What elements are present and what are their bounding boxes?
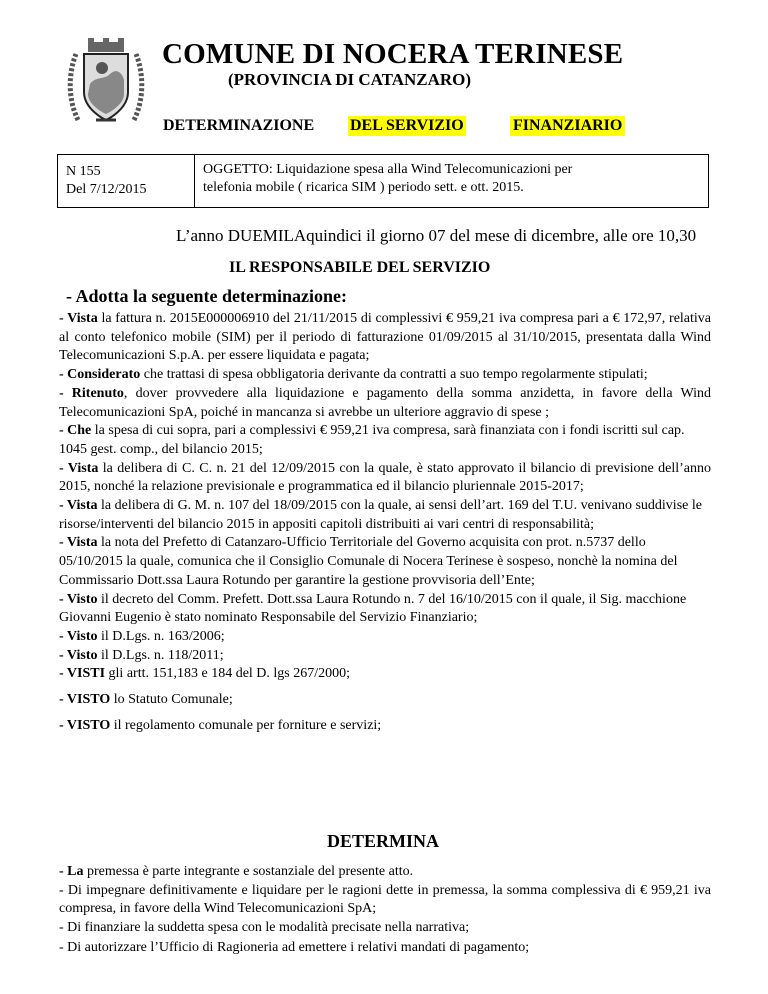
- intro-line: L’anno DUEMILAquindici il giorno 07 del mese di dicembre, alle ore 10,30: [176, 226, 697, 245]
- premise-paragraph: - Considerato che trattasi di spesa obbligatoria derivante da contratti a suo tempo regolarmente stipulati;: [59, 367, 648, 383]
- determina-heading: DETERMINA: [327, 831, 440, 851]
- premise-paragraph: - Visto il D.Lgs. n. 118/2011;: [59, 647, 224, 663]
- number-date-cell: [58, 155, 195, 207]
- operative-paragraph: - Di autorizzare l’Ufficio di Ragioneria ad emettere i relativi mandati di pagamento;: [59, 940, 530, 955]
- premise-paragraph: - Vista la delibera di G. M. n. 107 del 18/09/2015 con la quale, ai sensi dell’art. 169 del T.U. venivano suddivise le risorse/interventi del bilancio 2015 in appositi capitoli distribuiti ai vari centri di responsabilità;: [59, 498, 702, 532]
- premise-paragraph: - VISTO lo Statuto Comunale;: [59, 692, 233, 708]
- operative-paragraph: - Di impegnare definitivamente e liquidare per le ragioni dette in premessa, la somma complessiva di € 959,21 iva compresa, in favore della Wind Telecomunicazioni SpA;: [59, 883, 711, 916]
- premise-paragraph: - Ritenuto, dover provvedere alla liquidazione e pagamento della somma anzidetta, in favore della Wind Telecomunicazioni SpA, poiché in mancanza si avrebbe un ulteriore aggravio di spese ;: [59, 385, 711, 420]
- operative-paragraph: - La premessa è parte integrante e sostanziale del presente atto.: [59, 864, 414, 879]
- operative-block: [59, 862, 711, 958]
- responsible-heading: IL RESPONSABILE DEL SERVIZIO: [229, 259, 491, 276]
- municipal-crest: [66, 36, 146, 126]
- premise-paragraph: - Che la spesa di cui sopra, pari a complessivi € 959,21 iva compresa, sarà finanziata con i fondi iscritti sul cap. 1045 gest. comp., del bilancio 2015;: [59, 423, 685, 457]
- premise-paragraph: - Visto il decreto del Comm. Prefett. Dott.ssa Laura Rotundo n. 7 del 16/10/2015 con il quale, il Sig. macchione Giovanni Eugenio è stato nominato Responsabile del Servizio Finanziario;: [59, 591, 687, 626]
- document-number: N 155: [66, 164, 101, 179]
- premise-paragraph: - Visto il D.Lgs. n. 163/2006;: [59, 628, 225, 644]
- premise-paragraph: - Vista la nota del Prefetto di Catanzaro-Ufficio Territoriale del Governo acquisita con prot. n.5737 dello 05/10/2015 la quale, comunica che il Consiglio Comunale di Nocera Terinese è sospeso, nonchè la nomina del Commissario Dott.ssa Laura Rotundo per garantire la gestione provvisoria dell’Ente;: [59, 535, 678, 588]
- service-label: DEL SERVIZIO: [350, 117, 464, 134]
- premise-paragraph: - Vista la fattura n. 2015E000006910 del 21/11/2015 di complessivi € 959,21 iva compresa pari a € 172,97, relativa al conto telefonico mobile (SIM) per il periodo di fatturazione 01/09/2015 al 31/10/2015, presentata dalla Wind Telecomunicazioni S.p.A. per essere liquidata e pagata;: [59, 311, 712, 364]
- premise-paragraph: - Vista la delibera di C. C. n. 21 del 12/09/2015 con la quale, è stato approvato il bilancio di previsione dell’anno 2015, nonché la relazione previsionale e programmatica ed il bilancio pluriennale 2015-2017;: [59, 460, 712, 495]
- subject-text: [203, 161, 703, 197]
- subject-line: telefonia mobile ( ricarica SIM ) periodo sett. e ott. 2015.: [203, 180, 524, 195]
- premise-paragraph: - VISTO il regolamento comunale per forniture e servizi;: [59, 717, 382, 733]
- determination-label: DETERMINAZIONE: [163, 117, 315, 134]
- subject-line: OGGETTO: Liquidazione spesa alla Wind Telecomunicazioni per: [203, 162, 573, 177]
- adopt-heading: - Adotta la seguente determinazione:: [66, 286, 347, 306]
- subject-box: [57, 154, 709, 208]
- page-title: COMUNE DI NOCERA TERINESE: [162, 38, 624, 70]
- financial-label: FINANZIARIO: [510, 116, 625, 136]
- premise-paragraph: - VISTI gli artt. 151,183 e 184 del D. lgs 267/2000;: [59, 666, 351, 682]
- document-date: Del 7/12/2015: [66, 182, 147, 197]
- operative-paragraph: - Di finanziare la suddetta spesa con le modalità precisate nella narrativa;: [59, 920, 470, 935]
- premises-block: [59, 310, 711, 735]
- province-subtitle: (PROVINCIA DI CATANZARO): [228, 70, 472, 89]
